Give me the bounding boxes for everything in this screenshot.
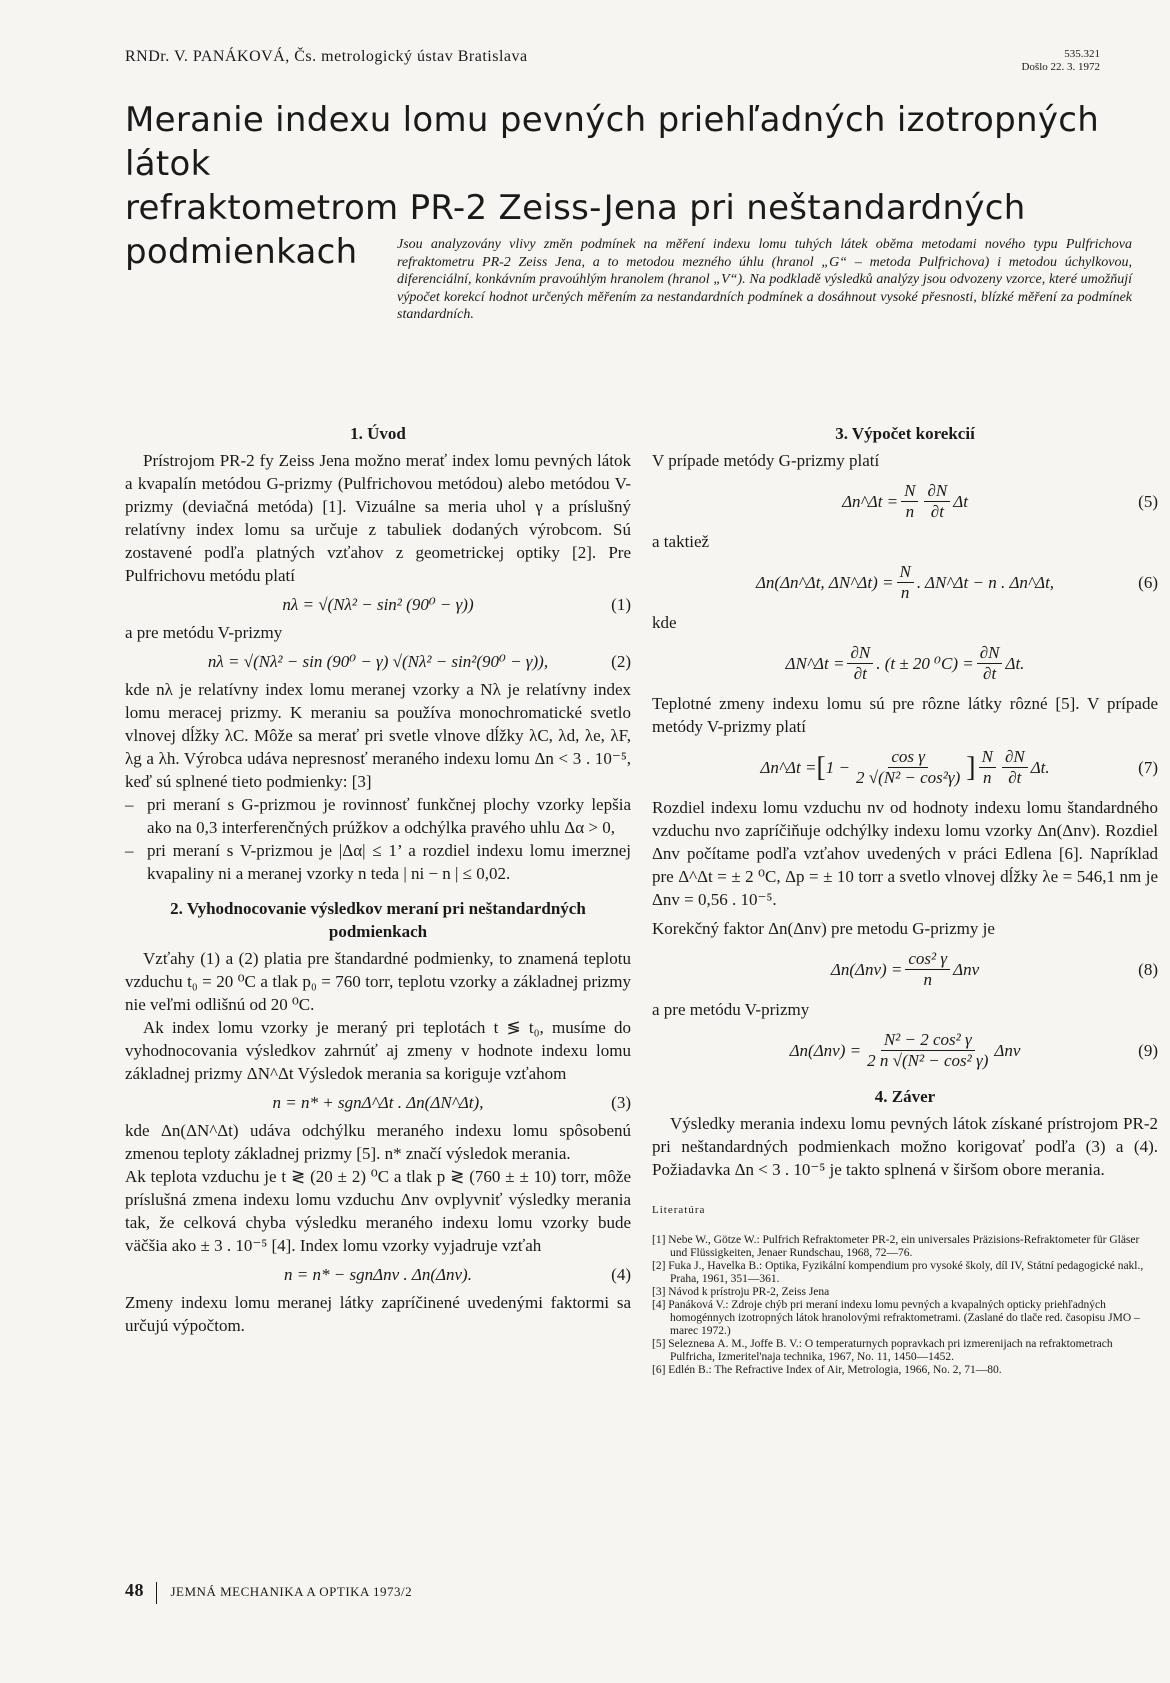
equation-8-number: (8): [1138, 959, 1158, 979]
fraction: $\frac{\partial N}{\partial t}$: [977, 643, 1003, 684]
paragraph: Rozdiel indexu lomu vzduchu nv od hodnoty indexu lomu štandardného vzduchu nvo zapríčiňuje odchýlky indexu lomu vzorky Δn(Δnv). Rozdiel Δnv počítame podľa vzťahov uvedených v práci Edlena [6]. Napríklad pre Δ^Δt = ± 2 ⁰C, Δp = ± 10 torr a svetlo vlnovej dĺžky λe = 546,1 nm je Δnv = 0,56 . 10⁻⁵.: [652, 798, 1158, 909]
reference-item: [5] Seleznева A. M., Joffe B. V.: O temperaturnych popravkach pri izmerenijach na refraktometrach Pulfricha, Izmeritel'naja technika, 1967, No. 11, 1450—1452.: [652, 1338, 1113, 1363]
article-meta: [1021, 48, 1100, 74]
fraction: $\frac{\text{cos² γ}}{n}$: [905, 949, 950, 990]
section-3-heading: 3. Výpočet korekcií: [835, 424, 975, 443]
paragraph: Prístrojom PR-2 fy Zeiss Jena možno merať index lomu pevných látok a kvapalín metódou G-prizmy (Pulfrichovou metódou) alebo metódou V-prizmy (deviačná metóda) [1]. Vizuálne sa meria uhol γ a príslušný relatívny index lomu sa určuje z tabuliek dodaných výrobcom. Sú zostavené podľa platných vzťahov z geometrickej optiky [2]. Pre Pulfrichovu metódu platí: [125, 451, 631, 585]
paragraph: Vzťahy (1) a (2) platia pre štandardné podmienky, to znamená teplotu vzduchu t₀ = 20 ⁰C a tlak p₀ = 760 torr, teplotu vzorky a základnej prizmy nie veľmi odlišnú od 20 ⁰C.: [125, 949, 631, 1014]
paragraph: Korekčný faktor Δn(Δnv) pre metodu G-prizmy je: [652, 919, 995, 938]
reference-item: [2] Fuka J., Havelka B.: Optika, Fyzikální kompendium pro vysoké školy, díl IV, Státní pedagogické nakl., Praha, 1961, 351—361.: [652, 1260, 1144, 1285]
equation-1-body: nλ = √(Nλ² − sin² (90⁰ − γ)): [282, 594, 474, 614]
equation-6: [652, 553, 1158, 611]
fraction: $\frac{\partial N}{\partial t}$: [924, 481, 950, 522]
equation-4-number: (4): [611, 1264, 631, 1284]
footer-divider: [156, 1582, 157, 1604]
section-2-heading: 2. Vyhodnocovanie výsledkov meraní pri neštandardných podmienkach: [170, 899, 586, 941]
title-line-1: Meranie indexu lomu pevných priehľadných izotropných látok: [125, 100, 1100, 184]
paragraph: Ak teplota vzduchu je t ≷ (20 ± 2) ⁰C a tlak p ≷ (760 ± ± 10) torr, môže príslušná zmena indexu lomu vzduchu Δnv ovplyvniť výsledky merania tak, že celková chyba výsledku meraného indexu lomu vzorky bude väčšia ako ± 3 . 10⁻⁵ [4]. Index lomu vzorky vyjadruje vzťah: [125, 1167, 631, 1255]
equation-7: Δn^Δt = [ 1 − $\frac{\text{cos γ}}{\text{2 √(N² − cos²γ)}}$ ] $\frac{N}{n}$ $\frac{\partial N}{\partial t}$ Δt. (7): [760, 746, 1158, 787]
paragraph: V prípade metódy G-prizmy platí: [652, 451, 880, 470]
equation-2-body: nλ = √(Nλ² − sin (90⁰ − γ) √(Nλ² − sin²(90⁰ − γ)),: [207, 651, 549, 671]
reference-item: [3] Návod k prístroju PR-2, Zeiss Jena: [652, 1286, 830, 1298]
fraction: $\frac{N}{n}$: [979, 747, 996, 788]
reference-item: [4] Panáková V.: Zdroje chýb pri meraní indexu lomu pevných a kvapalných opticky priehľadných homogénnych izotropných látok hranolovými refraktometrami. (Zaslané do tlače red. časopisu JMO – marec 1972.): [652, 1299, 1140, 1337]
equation-kde-lhs: ΔN^Δt =: [785, 653, 845, 673]
reference-item: [1] Nebe W., Götze W.: Pulfrich Refraktometer PR-2, ein universales Präzisions-Refraktometer für Gläser und Flüssigkeiten, Jenaer Rundschau, 1968, 72—76.: [652, 1234, 1140, 1259]
received-date: Došlo 22. 3. 1972: [1021, 61, 1100, 73]
fraction: $\frac{\partial N}{\partial t}$: [1002, 747, 1028, 788]
equation-6-rhs: . ΔN^Δt − n . Δn^Δt,: [916, 572, 1055, 592]
equation-8-rhs: Δnv: [953, 959, 980, 979]
equation-1: [125, 587, 631, 621]
equation-6-lhs: Δn(Δn^Δt, ΔN^Δt) =: [755, 572, 894, 592]
equation-9-number: (9): [1138, 1040, 1158, 1060]
equation-7-number: (7): [1138, 757, 1158, 777]
fraction: $\frac{\partial N}{\partial t}$: [847, 643, 873, 684]
title-line-2: refraktometrom PR-2 Zeiss-Jena pri neštandardných podmienkach: [125, 188, 1026, 272]
equation-9-lhs: Δn(Δnv) =: [789, 1040, 862, 1060]
equation-5: Δn^Δt = $\frac{N}{n}$ $\frac{\partial N}{\partial t}$ Δt (5): [842, 480, 1158, 521]
abstract: Jsou analyzovány vlivy změn podmínek na měření indexu lomu tuhých látek oběma metodami nového typu Pulfrichova refraktometru PR-2 Zeiss Jena, a to metodou mezného úhlu (hranol „G“ – metoda Pulfrichova) i metodou úchylkovou, diferenciální, konkávním pravoúhlým hranolem (hranol „V“). Na podkladě výsledků analýzy jsou odvozeny vzorce, které umožňují výpočet korekcí hodnot určených měřením za nestandardních podmínek a dosáhnout vysoké přesnosti, blízké měření za podmínek standardních.: [397, 237, 1132, 322]
equation-9-rhs: Δnv: [994, 1040, 1021, 1060]
paragraph: Zmeny indexu lomu meranej látky zapríčinené uvedenými faktormi sa určujú výpočtom.: [125, 1293, 631, 1335]
page-number: 48: [125, 1580, 144, 1600]
equation-8: [652, 940, 1158, 998]
equation-8-lhs: Δn(Δnv) =: [830, 959, 903, 979]
equation-kde: [652, 634, 1158, 692]
fraction: $\frac{N}{n}$: [897, 562, 914, 603]
paragraph: kde: [652, 613, 677, 632]
paragraph: kde Δn(ΔN^Δt) udáva odchýlku meraného indexu lomu spôsobenú zmenou teploty základnej prizmy [5]. n* značí výsledok merania.: [125, 1121, 631, 1163]
right-column: [652, 422, 1158, 1377]
equation-3-number: (3): [611, 1092, 631, 1112]
equation-2-number: (2): [611, 651, 631, 671]
paragraph: kde nλ je relatívny index lomu meranej vzorky a Nλ je relatívny index lomu meracej prizmy. K meraniu sa používa monochromatické svetlo vlnovej dĺžky λC. Môže sa merať pri svetle vlnove dĺžky λC, λd, λe, λF, λg a λh. Výrobca udáva nepresnosť meraného indexu lomu Δn < 3 . 10⁻⁵, keď sú splnené tieto podmienky: [3]: [125, 680, 631, 791]
equation-2: [125, 644, 631, 678]
equation-1-number: (1): [611, 594, 631, 614]
equation-3: [125, 1085, 631, 1119]
list-item: – pri meraní s G-prizmou je rovinnosť funkčnej plochy vzorky lepšia ako na 0,3 interferenčných prúžkov a odchýlka pravého uhlu Δα > 0,: [125, 793, 631, 839]
equation-6-number: (6): [1138, 572, 1158, 592]
paragraph: a pre metódu V-prizmy: [125, 623, 283, 642]
paragraph: a taktiež: [652, 532, 710, 551]
equation-5-number: (5): [1138, 491, 1158, 511]
equation-kde-rhs: Δt.: [1005, 653, 1025, 673]
equation-4: [125, 1257, 631, 1291]
author-line: RNDr. V. PANÁKOVÁ, Čs. metrologický ústav Bratislava: [125, 48, 528, 65]
section-1-heading: 1. Úvod: [350, 424, 406, 443]
paragraph: Teplotné zmeny indexu lomu sú pre rôzne látky rôzné [5]. V prípade metódy V-prizmy platí: [652, 694, 1158, 736]
equation-9: [652, 1021, 1158, 1079]
page-footer: [125, 1580, 412, 1604]
reference-item: [6] Edlén B.: The Refractive Index of Air, Metrologia, 1966, No. 2, 71—80.: [652, 1364, 1002, 1376]
fraction: $\frac{\text{cos γ}}{\text{2 √(N² − cos²γ)}}$: [855, 746, 961, 787]
fraction: $\frac{N}{n}$: [901, 481, 918, 522]
paragraph: Výsledky merania indexu lomu pevných látok získané prístrojom PR-2 pri neštandardných podmienkach možno korigovať podľa (3) a (4). Požiadavka Δn < 3 . 10⁻⁵ je takto splnená v širšom obore merania.: [652, 1114, 1158, 1179]
classification-code: 535.321: [1064, 48, 1100, 60]
paragraph: a pre metódu V-prizmy: [652, 1000, 810, 1019]
references-heading: Literatúra: [652, 1204, 706, 1216]
equation-3-body: n = n* + sgnΔ^Δt . Δn(ΔN^Δt),: [272, 1092, 484, 1112]
list-item: – pri meraní s V-prizmou je |Δα| ≤ 1’ a rozdiel indexu lomu imerznej kvapaliny ni a meranej vzorky n teda | ni − n | ≤ 0,02.: [125, 839, 631, 885]
equation-7-lhs: Δn^Δt =: [760, 757, 817, 777]
section-4-heading: 4. Záver: [874, 1087, 936, 1106]
equation-4-body: n = n* − sgnΔnv . Δn(Δnv).: [284, 1264, 472, 1284]
left-column: [125, 422, 631, 1337]
journal-name: JEMNÁ MECHANIKA A OPTIKA 1973/2: [170, 1584, 413, 1599]
paragraph: Ak index lomu vzorky je meraný pri teplotách t ≶ t₀, musíme do vyhodnocovania výsledkov zahrnúť aj zmeny v hodnote indexu lomu základnej prizmy ΔN^Δt Výsledok merania sa koriguje vzťahom: [125, 1018, 631, 1083]
fraction: $\frac{\text{N² − 2 cos² γ}}{\text{2 n √(N² − cos² γ)}}$: [867, 1029, 989, 1070]
equation-kde-mid: . (t ± 20 ⁰C) =: [876, 653, 974, 673]
equation-5-lhs: Δn^Δt =: [842, 491, 899, 511]
